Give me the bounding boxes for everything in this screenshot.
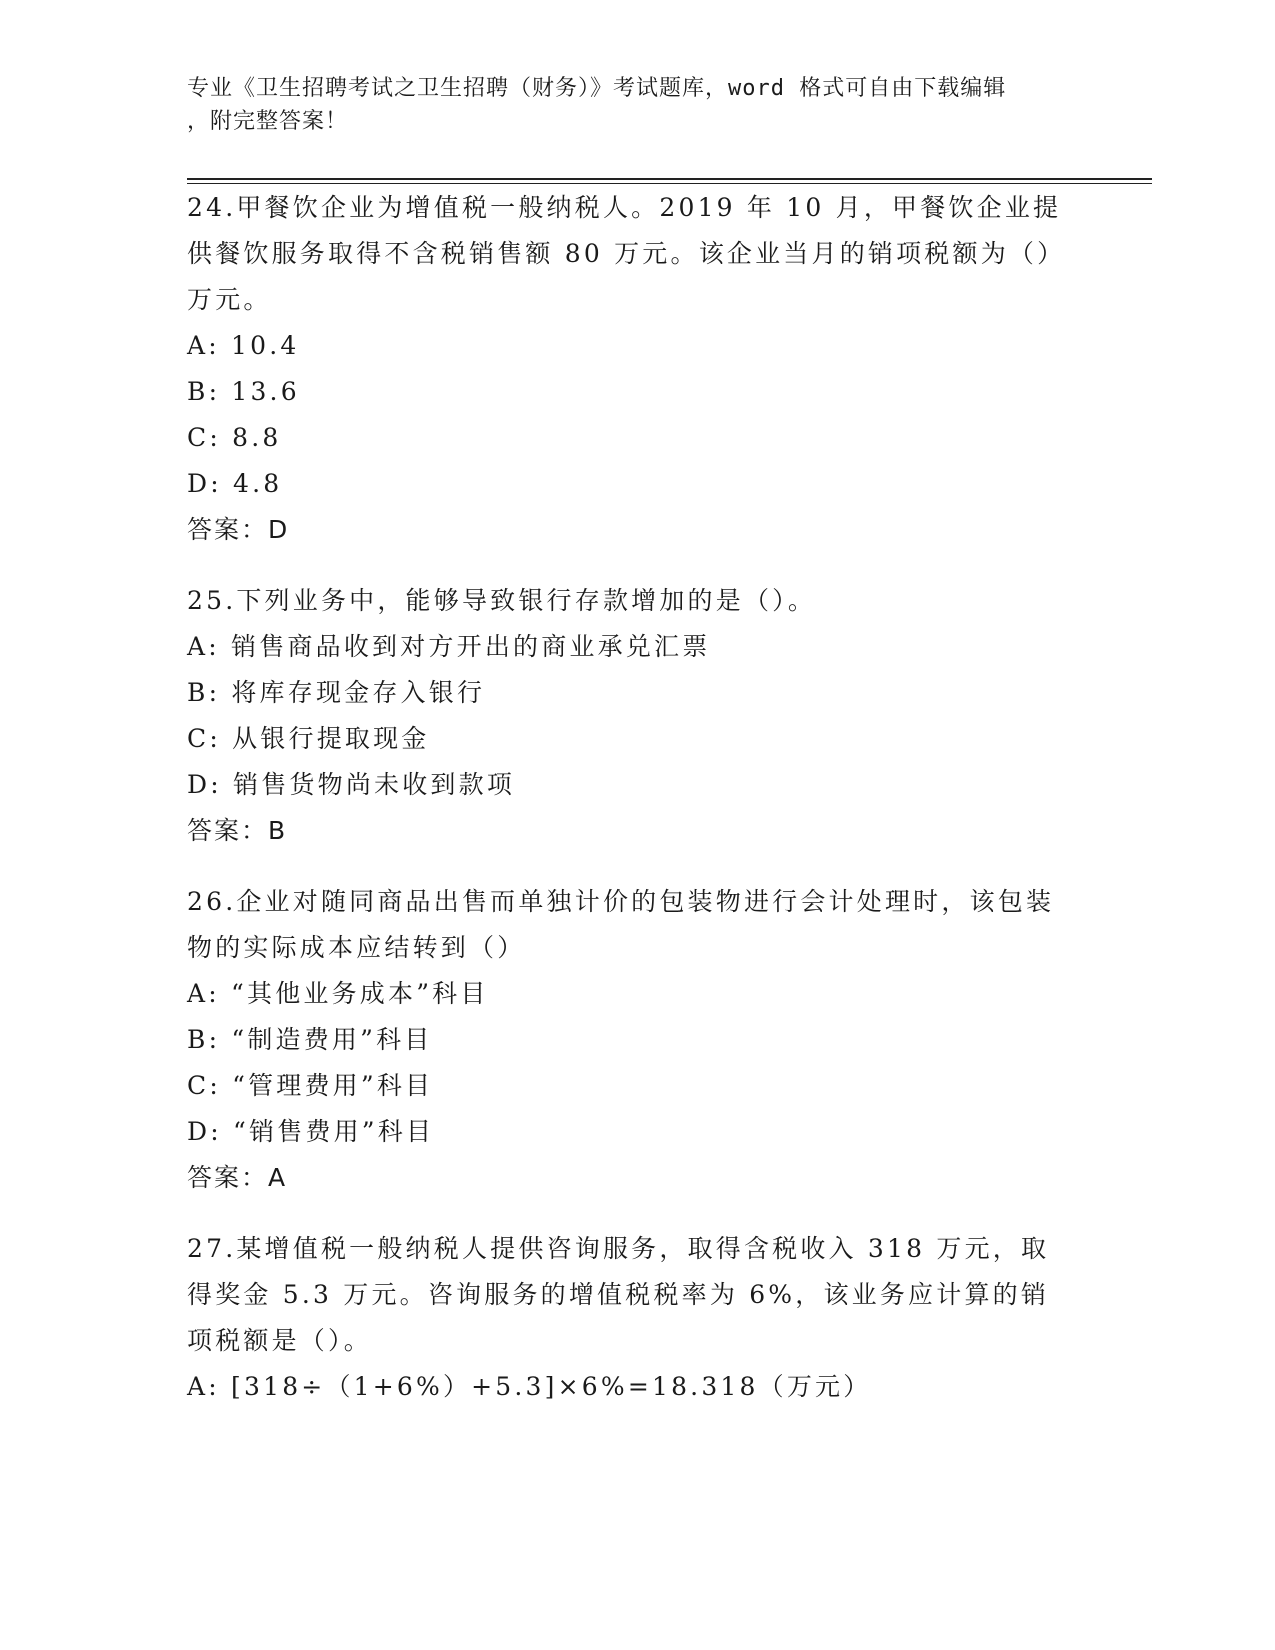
- option-c: C: 从银行提取现金: [187, 724, 430, 753]
- option-d: D: “销售费用”科目: [187, 1117, 435, 1146]
- option-d: D: 4.8: [187, 469, 283, 498]
- question-24: [187, 185, 1077, 553]
- option-a: A: 10.4: [187, 331, 300, 360]
- option-a: A: [318÷（1+6%）+5.3]×6%=18.318（万元）: [187, 1372, 872, 1401]
- header-line-1: 专业《卫生招聘考试之卫生招聘（财务）》考试题库，word 格式可自由下载编辑: [187, 76, 1007, 101]
- question-text: 26.企业对随同商品出售而单独计价的包装物进行会计处理时，该包装物的实际成本应结转到（）: [187, 887, 1055, 962]
- option-d: D: 销售货物尚未收到款项: [187, 770, 516, 799]
- option-b: B: 13.6: [187, 377, 300, 406]
- option-c: C: “管理费用”科目: [187, 1071, 434, 1100]
- option-b: B: 将库存现金存入银行: [187, 678, 486, 707]
- question-27: [187, 1226, 1077, 1410]
- question-text: 24.甲餐饮企业为增值税一般纳税人。2019 年 10 月，甲餐饮企业提供餐饮服务取得不含税销售额 80 万元。该企业当月的销项税额为（）万元。: [187, 193, 1066, 314]
- header-divider-top: [187, 178, 1152, 180]
- header-divider-bottom: [187, 183, 1152, 184]
- question-text: 27.某增值税一般纳税人提供咨询服务，取得含税收入 318 万元，取得奖金 5.3 万元。咨询服务的增值税税率为 6%，该业务应计算的销项税额是（）。: [187, 1234, 1050, 1355]
- option-c: C: 8.8: [187, 423, 282, 452]
- question-25: [187, 578, 1077, 854]
- question-list: [187, 185, 1077, 1410]
- answer: 答案：A: [187, 1163, 288, 1192]
- answer: 答案：D: [187, 515, 290, 544]
- question-26: [187, 879, 1077, 1201]
- option-a: A: 销售商品收到对方开出的商业承兑汇票: [187, 632, 711, 661]
- document-header: [187, 72, 1067, 138]
- answer: 答案：B: [187, 816, 288, 845]
- option-b: B: “制造费用”科目: [187, 1025, 433, 1054]
- option-a: A: “其他业务成本”科目: [187, 979, 489, 1008]
- header-line-2: ，附完整答案！: [187, 109, 349, 134]
- question-text: 25.下列业务中，能够导致银行存款增加的是（）。: [187, 586, 817, 615]
